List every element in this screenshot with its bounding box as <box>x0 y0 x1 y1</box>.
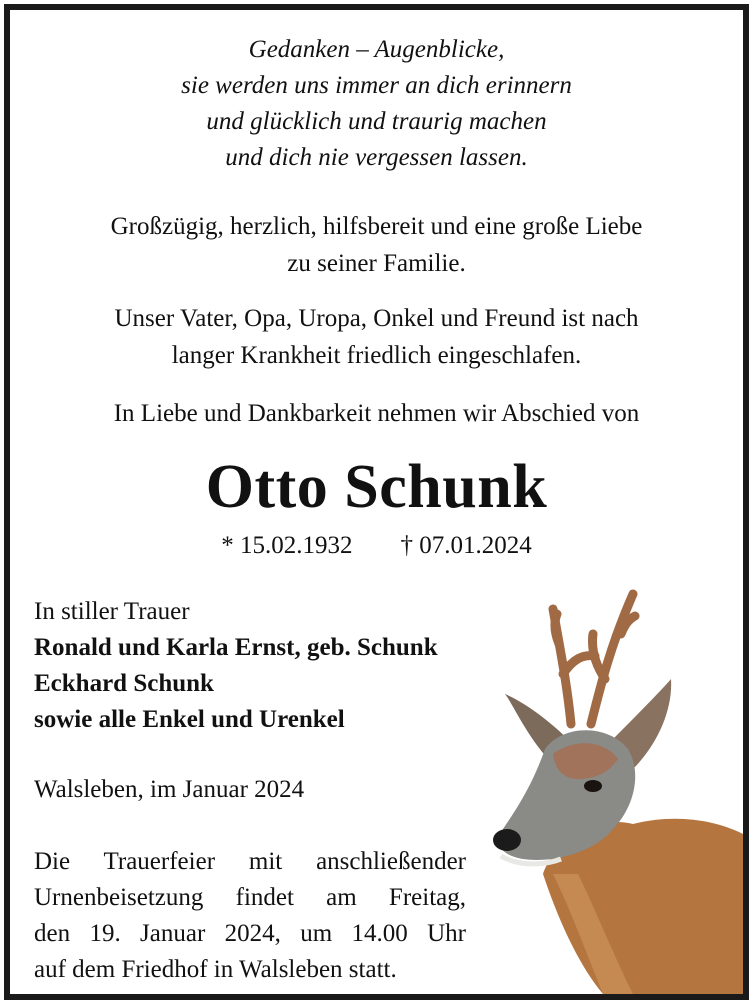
deer-eye <box>584 780 602 792</box>
service-line: Urnenbeisetzung findet am Freitag, <box>34 884 466 911</box>
tribute-line: Großzügig, herzlich, hilfsbereit und eine große Liebe <box>110 213 643 240</box>
poem-line: sie werden uns immer an dich erinnern <box>181 72 572 99</box>
service-line: Die Trauerfeier mit anschließender <box>34 848 466 875</box>
tribute-line: zu seiner Familie. <box>287 250 466 277</box>
service-line: den 19. Januar 2024, um 14.00 Uhr <box>34 920 466 947</box>
deer-nose <box>493 829 521 851</box>
announcement-text <box>10 300 743 374</box>
life-dates <box>10 526 743 566</box>
mourner-name: Ronald und Karla Ernst, geb. Schunk <box>34 634 438 661</box>
poem-line: und glücklich und traurig machen <box>206 108 547 135</box>
poem <box>10 32 743 176</box>
mourner-name: Eckhard Schunk <box>34 670 214 697</box>
place-and-date: Walsleben, im Januar 2024 <box>34 776 305 803</box>
announcement-line: Unser Vater, Opa, Uropa, Onkel und Freund ist nach <box>114 305 639 332</box>
poem-line: und dich nie vergessen lassen. <box>225 144 528 171</box>
deceased-name: Otto Schunk <box>205 453 548 521</box>
service-notice <box>34 844 466 988</box>
service-line: auf dem Friedhof in Walsleben statt. <box>34 956 397 983</box>
poem-line: Gedanken – Augenblicke, <box>248 36 505 63</box>
obituary-frame <box>4 4 749 1000</box>
mourners-block <box>34 594 438 738</box>
mourning-intro: In stiller Trauer <box>34 598 190 625</box>
birth-date: * 15.02.1932 <box>221 532 353 559</box>
roe-deer-image <box>483 574 743 994</box>
tribute-text <box>10 208 743 282</box>
farewell-text: In Liebe und Dankbarkeit nehmen wir Abschied von <box>113 400 640 427</box>
antlers <box>553 594 635 724</box>
mourner-name: sowie alle Enkel und Urenkel <box>34 706 345 733</box>
announcement-line: langer Krankheit friedlich eingeschlafen. <box>171 342 582 369</box>
death-date: † 07.01.2024 <box>400 532 532 559</box>
